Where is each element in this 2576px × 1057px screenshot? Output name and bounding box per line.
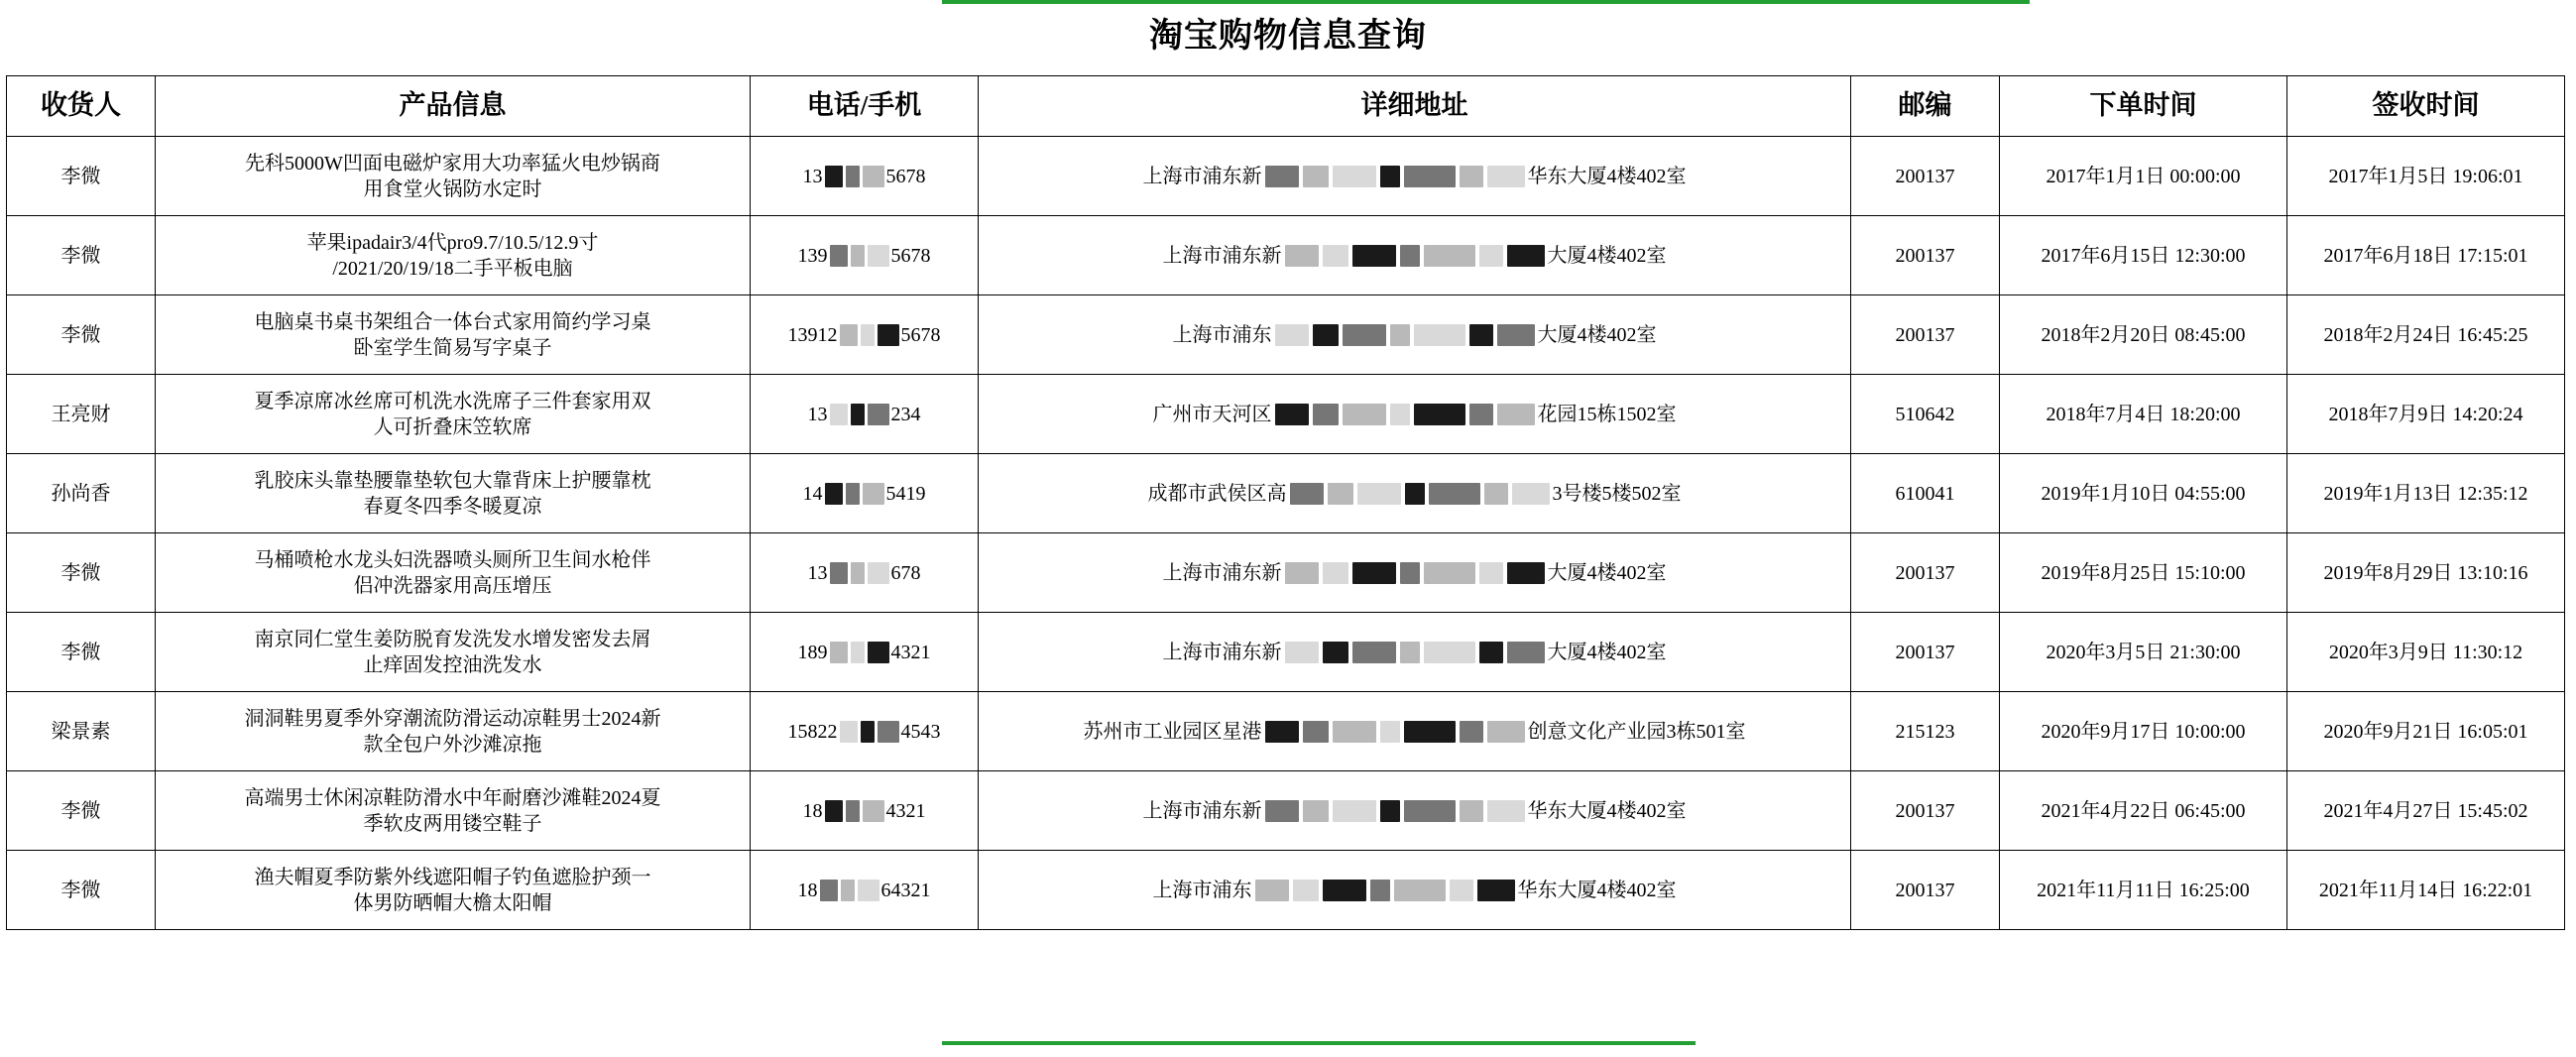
product-line: 用食堂火锅防水定时 <box>363 177 542 200</box>
product-line: 季软皮两用镂空鞋子 <box>363 812 542 835</box>
redaction-block <box>1323 245 1348 267</box>
cell-address <box>979 613 1851 692</box>
address-prefix: 广州市天河区 <box>1152 403 1272 425</box>
redaction-block <box>1265 166 1299 187</box>
phone-prefix: 18 <box>797 879 818 901</box>
phone-prefix: 15822 <box>787 720 838 743</box>
cell-zip: 510642 <box>1851 375 2000 454</box>
cell-zip: 215123 <box>1851 692 2000 771</box>
product-line: 人可折叠床笠软席 <box>373 415 532 438</box>
table-row <box>7 771 2565 851</box>
address-prefix: 苏州市工业园区星港 <box>1083 720 1262 743</box>
cell-sign-time: 2021年4月27日 15:45:02 <box>2287 771 2565 851</box>
redaction-block <box>1390 324 1410 346</box>
cell-address <box>979 533 1851 613</box>
cell-phone <box>751 454 979 533</box>
phone-prefix: 18 <box>802 799 823 822</box>
cell-sign-time: 2018年7月9日 14:20:24 <box>2287 375 2565 454</box>
product-line: 洞洞鞋男夏季外穿潮流防滑运动凉鞋男士2024新 <box>244 707 661 730</box>
product-line: 止痒固发控油洗发水 <box>363 653 542 676</box>
phone-prefix: 189 <box>797 641 828 663</box>
redaction-block <box>863 800 884 822</box>
phone-prefix: 13 <box>807 561 828 584</box>
redaction-block <box>1352 245 1396 267</box>
cell-zip: 200137 <box>1851 216 2000 295</box>
address-value <box>1173 322 1657 348</box>
cell-recipient: 李微 <box>7 533 156 613</box>
redaction-block <box>1400 245 1420 267</box>
cell-sign-time: 2019年1月13日 12:35:12 <box>2287 454 2565 533</box>
redaction-block <box>851 562 865 584</box>
redaction-block <box>1370 880 1390 901</box>
cell-product <box>156 375 751 454</box>
cell-product <box>156 692 751 771</box>
redaction-block <box>1255 880 1289 901</box>
redaction-block <box>868 562 889 584</box>
redaction-block <box>1380 166 1400 187</box>
product-line: 体男防晒帽大檐太阳帽 <box>353 891 552 914</box>
redaction-block <box>830 562 848 584</box>
redaction-block <box>1497 404 1535 425</box>
product-line: 夏季凉席冰丝席可机洗水洗席子三件套家用双 <box>254 390 651 412</box>
cell-product <box>156 613 751 692</box>
redaction-block <box>1414 324 1465 346</box>
redaction-block <box>1290 483 1324 505</box>
cell-zip: 200137 <box>1851 851 2000 930</box>
address-prefix: 上海市浦东 <box>1152 879 1252 901</box>
redaction-block <box>1479 642 1503 663</box>
phone-value <box>798 878 931 903</box>
redaction-block <box>820 880 838 901</box>
table-header-row <box>7 76 2565 137</box>
address-value <box>1153 878 1677 903</box>
cell-product <box>156 533 751 613</box>
redaction-block <box>1313 324 1339 346</box>
address-value <box>1084 719 1746 745</box>
header-product: 产品信息 <box>156 76 751 137</box>
redaction-block <box>858 880 879 901</box>
cell-order-time: 2019年8月25日 15:10:00 <box>2000 533 2287 613</box>
address-suffix: 花园15栋1502室 <box>1537 403 1677 425</box>
redaction-block <box>1313 404 1339 425</box>
phone-value <box>803 481 926 507</box>
cell-product <box>156 137 751 216</box>
cell-phone <box>751 692 979 771</box>
redaction-block <box>846 483 860 505</box>
redaction-block <box>1479 562 1503 584</box>
redaction-block <box>1460 800 1483 822</box>
product-line: 侣冲洗器家用高压增压 <box>353 574 552 597</box>
redaction-block <box>1507 245 1545 267</box>
cell-sign-time: 2021年11月14日 16:22:01 <box>2287 851 2565 930</box>
cell-order-time: 2020年3月5日 21:30:00 <box>2000 613 2287 692</box>
cell-order-time: 2018年7月4日 18:20:00 <box>2000 375 2287 454</box>
address-value <box>1153 402 1677 427</box>
redaction-block <box>1285 245 1319 267</box>
phone-value <box>798 243 931 269</box>
address-value <box>1143 798 1687 824</box>
cell-sign-time: 2020年3月9日 11:30:12 <box>2287 613 2565 692</box>
redaction-block <box>868 404 889 425</box>
cell-address <box>979 216 1851 295</box>
cell-address <box>979 137 1851 216</box>
phone-value <box>803 798 926 824</box>
redaction-block <box>841 880 855 901</box>
address-value <box>1163 243 1667 269</box>
redaction-block <box>1429 483 1480 505</box>
redaction-block <box>846 800 860 822</box>
phone-suffix: 4321 <box>890 641 931 663</box>
redaction-block <box>1275 324 1309 346</box>
cell-zip: 200137 <box>1851 613 2000 692</box>
cell-address <box>979 692 1851 771</box>
cell-phone <box>751 771 979 851</box>
product-line: 马桶喷枪水龙头妇洗器喷头厕所卫生间水枪伴 <box>254 548 651 571</box>
redaction-block <box>1352 642 1396 663</box>
cell-recipient: 梁景素 <box>7 692 156 771</box>
redaction-block <box>1469 324 1493 346</box>
redaction-block <box>863 166 884 187</box>
address-prefix: 上海市浦东 <box>1172 323 1272 346</box>
cell-order-time: 2021年11月11日 16:25:00 <box>2000 851 2287 930</box>
redaction-block <box>825 800 843 822</box>
redaction-block <box>1333 721 1376 743</box>
phone-prefix: 139 <box>797 244 828 267</box>
product-line: 先科5000W凹面电磁炉家用大功率猛火电炒锅商 <box>245 152 660 175</box>
address-prefix: 成都市武侯区高 <box>1147 482 1287 505</box>
redaction-block <box>1333 166 1376 187</box>
cell-phone <box>751 216 979 295</box>
redaction-block <box>1460 721 1483 743</box>
redaction-block <box>851 404 865 425</box>
cell-order-time: 2018年2月20日 08:45:00 <box>2000 295 2287 375</box>
table-row <box>7 375 2565 454</box>
phone-prefix: 13 <box>802 165 823 187</box>
table-row <box>7 454 2565 533</box>
phone-suffix: 4321 <box>885 799 926 822</box>
address-value <box>1163 640 1667 665</box>
address-suffix: 大厦4楼402室 <box>1547 641 1667 663</box>
address-value <box>1163 560 1667 586</box>
redaction-block <box>851 245 865 267</box>
redaction-block <box>1400 562 1420 584</box>
address-suffix: 华东大厦4楼402室 <box>1517 879 1677 901</box>
cell-zip: 200137 <box>1851 295 2000 375</box>
cell-order-time: 2021年4月22日 06:45:00 <box>2000 771 2287 851</box>
redaction-block <box>1404 166 1456 187</box>
phone-value <box>788 719 941 745</box>
cell-phone <box>751 375 979 454</box>
redaction-block <box>878 721 899 743</box>
page-title: 淘宝购物信息查询 <box>1149 18 1427 55</box>
redaction-block <box>1275 404 1309 425</box>
redaction-block <box>840 721 858 743</box>
redaction-block <box>1323 562 1348 584</box>
table-container <box>6 75 2564 930</box>
header-order-time: 下单时间 <box>2000 76 2287 137</box>
product-line: 卧室学生简易写字桌子 <box>353 336 552 359</box>
redaction-block <box>1394 880 1446 901</box>
redaction-block <box>1352 562 1396 584</box>
cell-address <box>979 771 1851 851</box>
redaction-block <box>1303 721 1329 743</box>
address-prefix: 上海市浦东新 <box>1162 641 1282 663</box>
redaction-block <box>846 166 860 187</box>
address-prefix: 上海市浦东新 <box>1142 799 1262 822</box>
product-line: 春夏冬四季冬暖夏凉 <box>363 495 542 518</box>
cell-sign-time: 2020年9月21日 16:05:01 <box>2287 692 2565 771</box>
cell-product <box>156 771 751 851</box>
redaction-block <box>1484 483 1508 505</box>
redaction-block <box>1497 324 1535 346</box>
redaction-block <box>1424 245 1475 267</box>
cell-recipient: 王亮财 <box>7 375 156 454</box>
redaction-block <box>1323 642 1348 663</box>
address-value <box>1148 481 1682 507</box>
table-row <box>7 295 2565 375</box>
cell-order-time: 2019年1月10日 04:55:00 <box>2000 454 2287 533</box>
redaction-block <box>1303 800 1329 822</box>
phone-value <box>803 164 926 189</box>
cell-recipient: 李微 <box>7 771 156 851</box>
phone-prefix: 13 <box>807 403 828 425</box>
cell-phone <box>751 851 979 930</box>
redaction-block <box>1333 800 1376 822</box>
cell-recipient: 李微 <box>7 216 156 295</box>
phone-value <box>808 560 921 586</box>
phone-suffix: 5419 <box>885 482 926 505</box>
header-sign-time: 签收时间 <box>2287 76 2565 137</box>
header-address: 详细地址 <box>979 76 1851 137</box>
address-prefix: 上海市浦东新 <box>1162 561 1282 584</box>
redaction-block <box>825 483 843 505</box>
phone-value <box>808 402 921 427</box>
redaction-block <box>1424 642 1475 663</box>
cell-phone <box>751 137 979 216</box>
cell-sign-time: 2019年8月29日 13:10:16 <box>2287 533 2565 613</box>
redaction-block <box>1487 721 1525 743</box>
redaction-block <box>1343 404 1386 425</box>
table-row <box>7 137 2565 216</box>
redaction-block <box>1285 642 1319 663</box>
redaction-block <box>1424 562 1475 584</box>
redaction-block <box>830 642 848 663</box>
cell-address <box>979 375 1851 454</box>
top-accent-bar <box>942 0 2030 4</box>
address-suffix: 华东大厦4楼402室 <box>1527 799 1687 822</box>
cell-address <box>979 295 1851 375</box>
product-line: 高端男士休闲凉鞋防滑水中年耐磨沙滩鞋2024夏 <box>244 786 661 809</box>
cell-address <box>979 851 1851 930</box>
phone-suffix: 5678 <box>900 323 941 346</box>
redaction-block <box>861 324 875 346</box>
redaction-block <box>868 642 889 663</box>
table-row <box>7 613 2565 692</box>
cell-recipient: 李微 <box>7 295 156 375</box>
address-prefix: 上海市浦东新 <box>1162 244 1282 267</box>
address-suffix: 大厦4楼402室 <box>1537 323 1657 346</box>
address-prefix: 上海市浦东新 <box>1142 165 1262 187</box>
phone-prefix: 13912 <box>787 323 838 346</box>
redaction-block <box>1328 483 1353 505</box>
cell-product <box>156 295 751 375</box>
cell-recipient: 孙尚香 <box>7 454 156 533</box>
phone-suffix: 678 <box>890 561 921 584</box>
table-row <box>7 216 2565 295</box>
redaction-block <box>1479 245 1503 267</box>
redaction-block <box>1400 642 1420 663</box>
cell-zip: 610041 <box>1851 454 2000 533</box>
redaction-block <box>1380 800 1400 822</box>
cell-sign-time: 2017年6月18日 17:15:01 <box>2287 216 2565 295</box>
redaction-block <box>851 642 865 663</box>
phone-value <box>788 322 941 348</box>
cell-recipient: 李微 <box>7 613 156 692</box>
redaction-block <box>1285 562 1319 584</box>
redaction-block <box>1380 721 1400 743</box>
product-line: 款全包户外沙滩凉拖 <box>363 733 542 756</box>
redaction-block <box>830 245 848 267</box>
purchase-info-table <box>6 75 2565 930</box>
redaction-block <box>863 483 884 505</box>
cell-phone <box>751 613 979 692</box>
cell-address <box>979 454 1851 533</box>
table-row <box>7 692 2565 771</box>
cell-zip: 200137 <box>1851 533 2000 613</box>
redaction-block <box>1512 483 1550 505</box>
cell-zip: 200137 <box>1851 137 2000 216</box>
bottom-accent-bar <box>942 1041 1696 1045</box>
redaction-block <box>1507 642 1545 663</box>
redaction-block <box>1265 721 1299 743</box>
address-suffix: 大厦4楼402室 <box>1547 244 1667 267</box>
redaction-block <box>1323 880 1366 901</box>
phone-suffix: 234 <box>890 403 921 425</box>
header-recipient: 收货人 <box>7 76 156 137</box>
cell-product <box>156 216 751 295</box>
address-suffix: 华东大厦4楼402室 <box>1527 165 1687 187</box>
address-suffix: 3号楼5楼502室 <box>1552 482 1682 505</box>
address-value <box>1143 164 1687 189</box>
address-suffix: 大厦4楼402室 <box>1547 561 1667 584</box>
redaction-block <box>1477 880 1515 901</box>
phone-suffix: 5678 <box>890 244 931 267</box>
redaction-block <box>1469 404 1493 425</box>
product-line: 乳胶床头靠垫腰靠垫软包大靠背床上护腰靠枕 <box>254 469 651 492</box>
redaction-block <box>1487 800 1525 822</box>
phone-value <box>798 640 931 665</box>
cell-zip: 200137 <box>1851 771 2000 851</box>
table-row <box>7 533 2565 613</box>
redaction-block <box>1343 324 1386 346</box>
header-zip: 邮编 <box>1851 76 2000 137</box>
cell-sign-time: 2017年1月5日 19:06:01 <box>2287 137 2565 216</box>
redaction-block <box>861 721 875 743</box>
product-line: 电脑桌书桌书架组合一体台式家用简约学习桌 <box>254 310 651 333</box>
redaction-block <box>1450 880 1473 901</box>
cell-order-time: 2017年1月1日 00:00:00 <box>2000 137 2287 216</box>
cell-phone <box>751 295 979 375</box>
redaction-block <box>878 324 899 346</box>
phone-prefix: 14 <box>802 482 823 505</box>
product-line: /2021/20/19/18二手平板电脑 <box>332 257 573 280</box>
product-line: 苹果ipadair3/4代pro9.7/10.5/12.9寸 <box>306 231 599 254</box>
product-line: 渔夫帽夏季防紫外线遮阳帽子钓鱼遮脸护颈一 <box>254 866 651 888</box>
cell-product <box>156 851 751 930</box>
cell-order-time: 2020年9月17日 10:00:00 <box>2000 692 2287 771</box>
redaction-block <box>1460 166 1483 187</box>
address-suffix: 创意文化产业园3栋501室 <box>1527 720 1746 743</box>
phone-suffix: 5678 <box>885 165 926 187</box>
redaction-block <box>1293 880 1319 901</box>
redaction-block <box>1265 800 1299 822</box>
redaction-block <box>1414 404 1465 425</box>
cell-phone <box>751 533 979 613</box>
cell-sign-time: 2018年2月24日 16:45:25 <box>2287 295 2565 375</box>
table-body <box>7 137 2565 930</box>
cell-product <box>156 454 751 533</box>
product-line: 南京同仁堂生姜防脱育发洗发水增发密发去屑 <box>254 628 651 650</box>
redaction-block <box>1357 483 1401 505</box>
redaction-block <box>868 245 889 267</box>
redaction-block <box>1507 562 1545 584</box>
redaction-block <box>1303 166 1329 187</box>
phone-suffix: 4543 <box>900 720 941 743</box>
redaction-block <box>1390 404 1410 425</box>
redaction-block <box>825 166 843 187</box>
cell-order-time: 2017年6月15日 12:30:00 <box>2000 216 2287 295</box>
phone-suffix: 64321 <box>880 879 931 901</box>
header-phone: 电话/手机 <box>751 76 979 137</box>
redaction-block <box>830 404 848 425</box>
redaction-block <box>1404 800 1456 822</box>
table-row <box>7 851 2565 930</box>
redaction-block <box>1405 483 1425 505</box>
redaction-block <box>840 324 858 346</box>
redaction-block <box>1404 721 1456 743</box>
redaction-block <box>1487 166 1525 187</box>
cell-recipient: 李微 <box>7 137 156 216</box>
cell-recipient: 李微 <box>7 851 156 930</box>
